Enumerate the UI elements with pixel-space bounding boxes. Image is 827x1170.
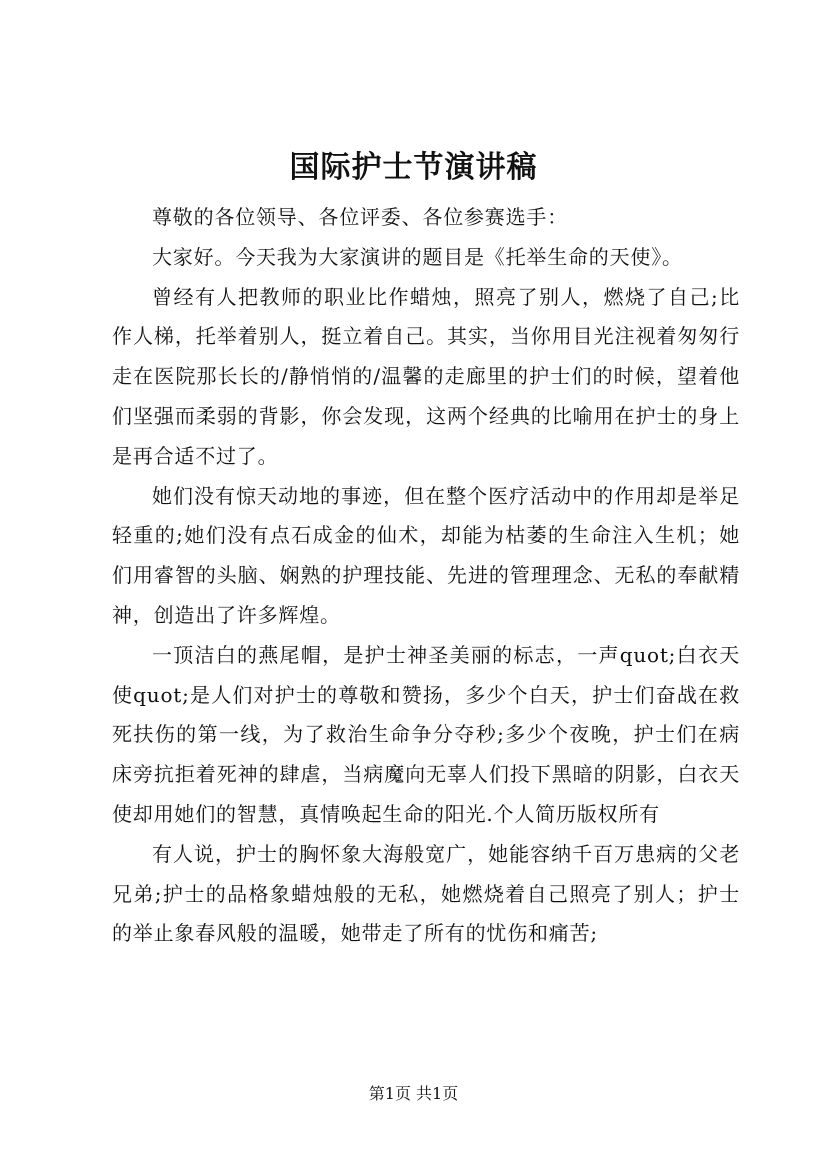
paragraph-intro: 大家好。今天我为大家演讲的题目是《托举生命的天使》。 [152,244,683,269]
paragraph-greeting: 尊敬的各位领导、各位评委、各位参赛选手： [152,205,568,229]
document-title: 国际护士节演讲稿 [289,150,538,185]
page-number: 第1页 共1页 [368,1084,459,1103]
paragraph-role: 她们没有惊天动地的事迹，但在整个医疗活动中的作用却是举足轻重的;她们没有点石成金的仙术，却能为枯萎的生命注入生机；她们用睿智的头脑、娴熟的护理技能、先进的管理理念、无私的奉献精神，创造出了许多辉煌。 [112,483,740,627]
paragraph-angel: 一顶洁白的燕尾帽，是护士神圣美丽的标志，一声quot;白衣天使quot;是人们对护士的尊敬和赞扬，多少个白天，护士们奋战在救死扶伤的第一线，为了救治生命争分夺秒;多少个夜晚，护士们在病床旁抗拒着死神的肆虐，当病魔向无辜人们投下黑暗的阴影，白衣天使却用她们的智慧，真情唤起生命的阳光.个人简历版权所有 [112,642,740,826]
paragraph-metaphor: 曾经有人把教师的职业比作蜡烛，照亮了别人，燃烧了自己;比作人梯，托举着别人，挺立着自己。其实，当你用目光注视着匆匆行走在医院那长长的/静悄悄的/温馨的走廊里的护士们的时候，望着他们坚强而柔弱的背影，你会发现，这两个经典的比喻用在护士的身上是再合适不过了。 [112,284,740,468]
document-body [112,198,740,954]
paragraph-character: 有人说，护士的胸怀象大海般宽广，她能容纳千百万患病的父老兄弟;护士的品格象蜡烛般的无私，她燃烧着自己照亮了别人；护士的举止象春风般的温暖，她带走了所有的忧伤和痛苦; [112,841,740,946]
